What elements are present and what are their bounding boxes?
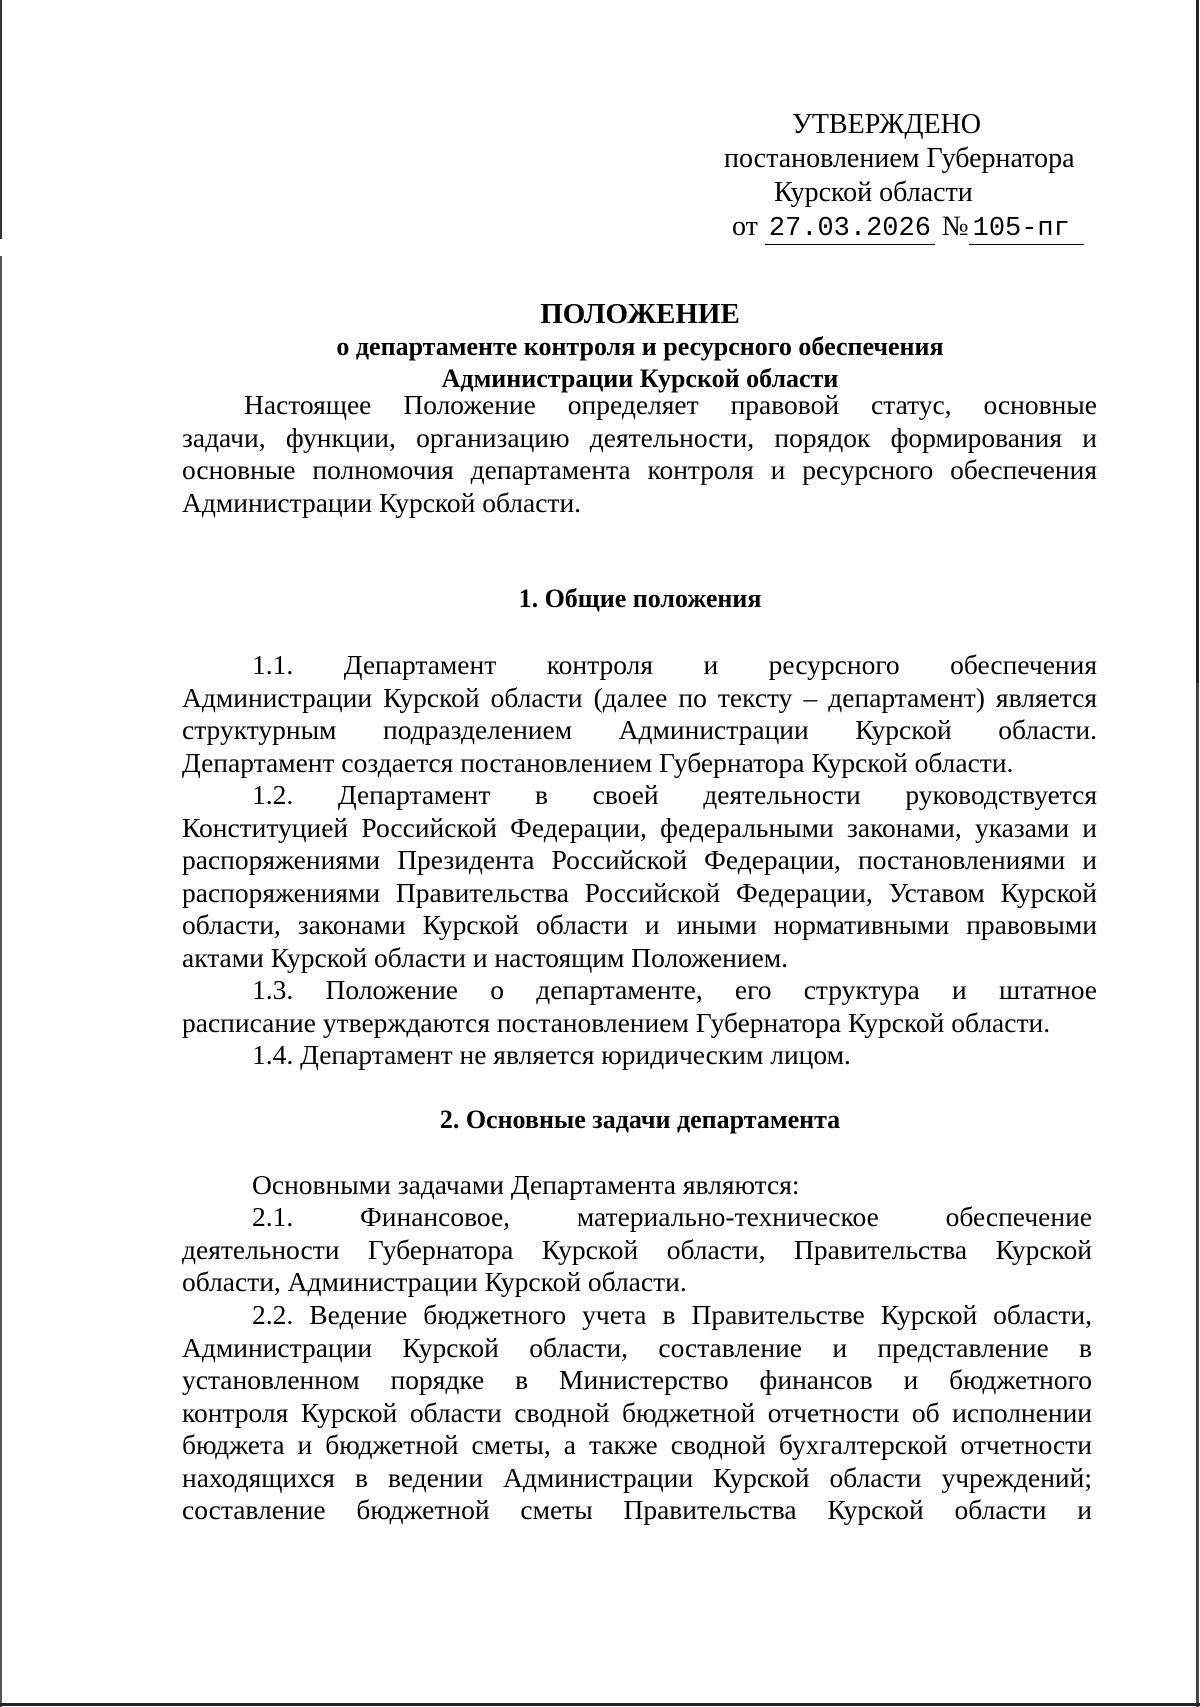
approval-heading: УТВЕРЖДЕНО bbox=[792, 109, 982, 140]
text-line: деятельности Губернатора Курской области, Правительства Курской bbox=[182, 1233, 1092, 1265]
text-line: актами Курской области и настоящим Положением. bbox=[182, 941, 789, 973]
text-line: Администрации Курской области (далее по тексту – департамент) является bbox=[182, 681, 1097, 713]
text-line: Администрации Курской области. bbox=[182, 486, 582, 518]
approval-decree: постановлением Губернатора bbox=[724, 143, 1075, 174]
subtitle-line: о департаменте контроля и ресурсного обеспечения bbox=[336, 332, 944, 361]
text-line: Администрации Курской области, составление и представление в bbox=[182, 1331, 1092, 1363]
text-line: Основными задачами Департамента являются: bbox=[252, 1169, 800, 1200]
text-line: контроля Курской области сводной бюджетной отчетности об исполнении bbox=[182, 1396, 1092, 1428]
scan-edge-right bbox=[1196, 0, 1199, 1707]
section-heading-1: 1. Общие положения bbox=[518, 584, 762, 613]
clause-1-1 bbox=[182, 649, 1097, 779]
date-prefix: от bbox=[732, 211, 758, 242]
scan-edge-left bbox=[0, 0, 2, 1707]
text-line: области, законами Курской области и иными нормативными правовыми bbox=[182, 909, 1097, 940]
text-line: 2.1. Финансовое, материально-техническое обеспечение bbox=[252, 1201, 1092, 1232]
text-line: 2.2. Ведение бюджетного учета в Правительстве Курской области, bbox=[252, 1299, 1092, 1330]
text-line: задачи, функции, организацию деятельности, порядок формирования и bbox=[182, 421, 1097, 453]
text-line: находящихся в ведении Администрации Курской области учреждений; bbox=[182, 1461, 1092, 1493]
text-line: распоряжениями Президента Российской Федерации, постановлениями и bbox=[182, 844, 1097, 875]
text-line: 1.1. Департамент контроля и ресурсного обеспечения bbox=[252, 649, 1097, 680]
text-line: области, Администрации Курской области. bbox=[182, 1266, 687, 1297]
clause-1-4 bbox=[182, 1039, 1097, 1072]
clause-2-1 bbox=[182, 1201, 1092, 1299]
text-line: основные полномочия департамента контроля и ресурсного обеспечения bbox=[182, 454, 1097, 485]
text-line: Департамент создается постановлением Губернатора Курской области. bbox=[182, 746, 1014, 778]
approval-number: 105-пг bbox=[969, 214, 1084, 245]
text-line: 1.3. Положение о департаменте, его структура и штатное bbox=[252, 974, 1097, 1005]
text-line: 1.2. Департамент в своей деятельности руководствуется bbox=[252, 779, 1097, 810]
document-title: ПОЛОЖЕНИЕ bbox=[540, 298, 740, 330]
clause-1-3 bbox=[182, 974, 1097, 1039]
clause-2-2 bbox=[182, 1299, 1092, 1527]
text-line: Настоящее Положение определяет правовой статус, основные bbox=[244, 389, 1097, 420]
text-line: установленном порядке в Министерство финансов и бюджетного bbox=[182, 1364, 1092, 1395]
text-line: 1.4. Департамент не является юридическим лицом. bbox=[252, 1039, 851, 1070]
approval-region: Курской области bbox=[774, 177, 973, 208]
text-line: распоряжениями Правительства Российской Федерации, Уставом Курской bbox=[182, 876, 1097, 908]
text-line: расписание утверждаются постановлением Губернатора Курской области. bbox=[182, 1006, 1051, 1038]
text-line: составление бюджетной сметы Правительства Курской области и bbox=[182, 1494, 1092, 1525]
scan-edge-bottom bbox=[0, 1703, 1200, 1706]
text-line: бюджета и бюджетной сметы, а также сводной бухгалтерской отчетности bbox=[182, 1429, 1092, 1460]
approval-date-line bbox=[640, 210, 1100, 244]
approval-date: 27.03.2026 bbox=[765, 214, 935, 245]
section-heading-2: 2. Основные задачи департамента bbox=[439, 1105, 841, 1134]
approval-block bbox=[640, 108, 1100, 244]
document-subtitle bbox=[180, 331, 1100, 395]
intro-paragraph bbox=[182, 389, 1097, 519]
number-prefix: № bbox=[941, 211, 969, 242]
subtitle-line: Администрации Курской области bbox=[441, 364, 839, 393]
text-line: Конституцией Российской Федерации, федеральными законами, указами и bbox=[182, 811, 1097, 843]
clause-1-2 bbox=[182, 779, 1097, 974]
section-2-lead bbox=[182, 1169, 1097, 1202]
text-line: структурным подразделением Администрации Курской области. bbox=[182, 714, 1097, 745]
